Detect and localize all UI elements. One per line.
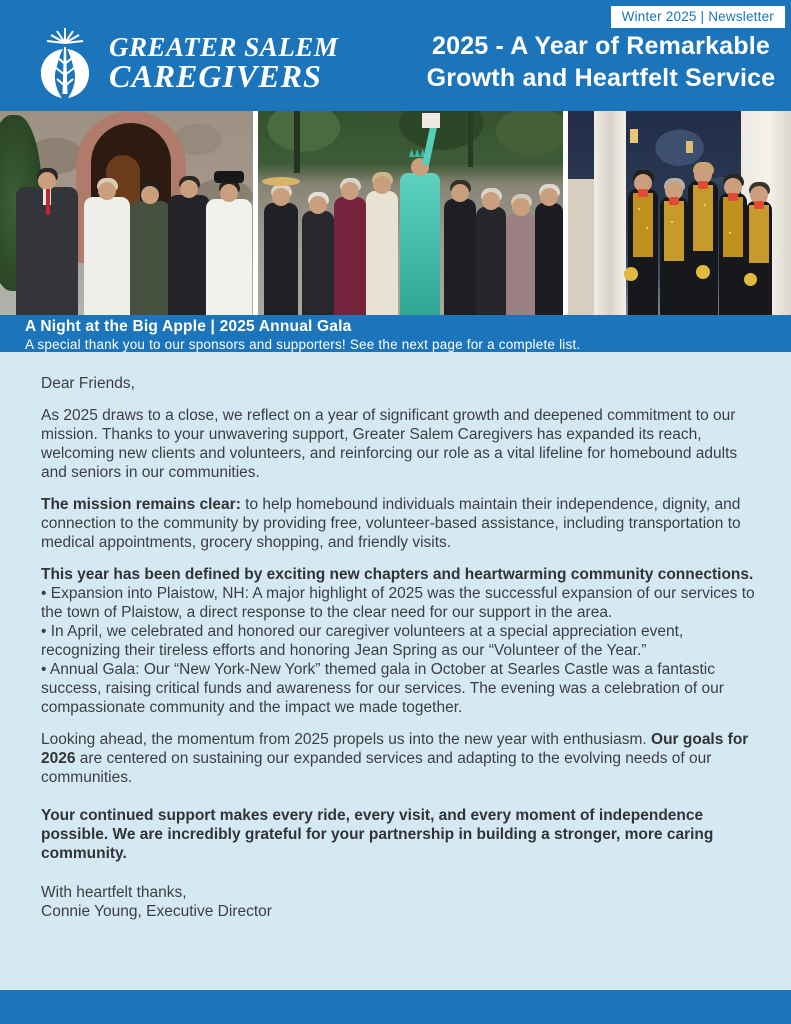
photo-figure <box>16 187 78 315</box>
photo-figure <box>366 191 398 315</box>
bullet-plaistow-expansion: • Expansion into Plaistow, NH: A major highlight of 2025 was the successful expansion of our services to the town of Plaistow, a direct response to the clear need for our support in the area. <box>41 584 765 622</box>
org-logo <box>34 26 338 100</box>
photo-figure <box>746 201 772 315</box>
caregivers-tree-icon <box>34 26 96 100</box>
paragraph-mission: The mission remains clear: to help homebound individuals maintain their independence, dignity, and connection to the community by providing free, volunteer-based assistance, including transportation to medical appointments, grocery shopping, and friendly visits. <box>41 496 741 551</box>
castle-window <box>630 129 638 143</box>
signature-name: Connie Young, Executive Director <box>41 903 272 920</box>
photo-caption-bar <box>0 315 791 352</box>
highlights-block <box>41 565 765 717</box>
paragraph-year-reflection: As 2025 draws to a close, we reflect on a year of significant growth and deepened commitment to our mission. Thanks to your unwavering support, Greater Salem Caregivers has expanded its reach, welcoming new clients and volunteers, and reinforcing our role as a vital lifeline for homebound adults and seniors in our communities. <box>41 407 738 481</box>
photo-figure <box>444 199 476 315</box>
photo-figure <box>302 211 334 315</box>
photo-figure <box>476 207 506 315</box>
gala-photo-group-statue <box>258 111 563 315</box>
stone-pillar <box>568 179 594 315</box>
tree-trunk <box>468 111 473 167</box>
director-letter <box>0 352 791 921</box>
paragraph-thank-you: Your continued support makes every ride, every visit, and every moment of independence possible. We are incredibly grateful for your partnership in building a stronger, more caring community. <box>41 807 714 862</box>
photo-figure <box>334 197 366 315</box>
photo-strip <box>0 111 791 315</box>
photo-figure <box>628 189 658 315</box>
statue-of-liberty-figure <box>400 173 440 315</box>
paragraph-looking-ahead: Looking ahead, the momentum from 2025 propels us into the new year with enthusiasm. Our goals for 2026 are centered on sustaining our expanded services and adapting to the evolving needs of our communities. <box>41 731 749 786</box>
closing-line: With heartfelt thanks, <box>41 884 187 901</box>
curtain-left <box>594 111 626 315</box>
castle-window <box>686 141 693 153</box>
newsletter-title <box>417 31 785 94</box>
photo-figure <box>84 197 130 315</box>
photo-figure <box>130 201 170 315</box>
photo-figure <box>719 193 747 315</box>
org-name-line2: CAREGIVERS <box>109 57 322 94</box>
mission-lead-bold: The mission remains clear: <box>41 496 241 513</box>
tree-trunk <box>294 111 300 173</box>
gala-photo-castle-entrance <box>0 111 253 315</box>
caption-title: A Night at the Big Apple | 2025 Annual Gala <box>25 318 352 335</box>
highlights-heading: This year has been defined by exciting new chapters and heartwarming community connections. <box>41 566 754 583</box>
photo-figure <box>206 199 252 315</box>
gala-photo-gold-vests <box>568 111 791 315</box>
signature-block <box>41 883 765 921</box>
photo-figure <box>264 203 298 315</box>
photo-figure <box>168 195 210 315</box>
salutation: Dear Friends, <box>41 375 135 392</box>
photo-figure <box>535 203 563 315</box>
caption-subtitle: A special thank you to our sponsors and supporters! See the next page for a complete list. <box>25 337 581 352</box>
bullet-volunteer-event: • In April, we celebrated and honored our caregiver volunteers at a special appreciation event, recognizing their tireless efforts and honoring Jean Spring as our “Volunteer of the Year.” <box>41 622 765 660</box>
photo-figure <box>688 181 718 315</box>
footer-bar <box>0 990 791 1024</box>
goals-2026-bold: Our goals for 2026 <box>41 731 749 767</box>
org-name-line1: GREATER SALEM <box>109 32 339 63</box>
photo-figure <box>506 213 536 315</box>
issue-badge: Winter 2025 | Newsletter <box>611 6 785 28</box>
title-line2: Growth and Heartfelt Service <box>426 63 776 92</box>
bullet-annual-gala: • Annual Gala: Our “New York-New York” themed gala in October at Searles Castle was a fantastic success, raising critical funds and awareness for our services. The evening was a celebration of our compassionate community and the impact we made together. <box>41 660 765 717</box>
header-banner <box>0 0 791 111</box>
org-name <box>109 34 338 92</box>
photo-figure <box>660 197 688 315</box>
title-line1: 2025 - A Year of Remarkable <box>432 32 770 60</box>
